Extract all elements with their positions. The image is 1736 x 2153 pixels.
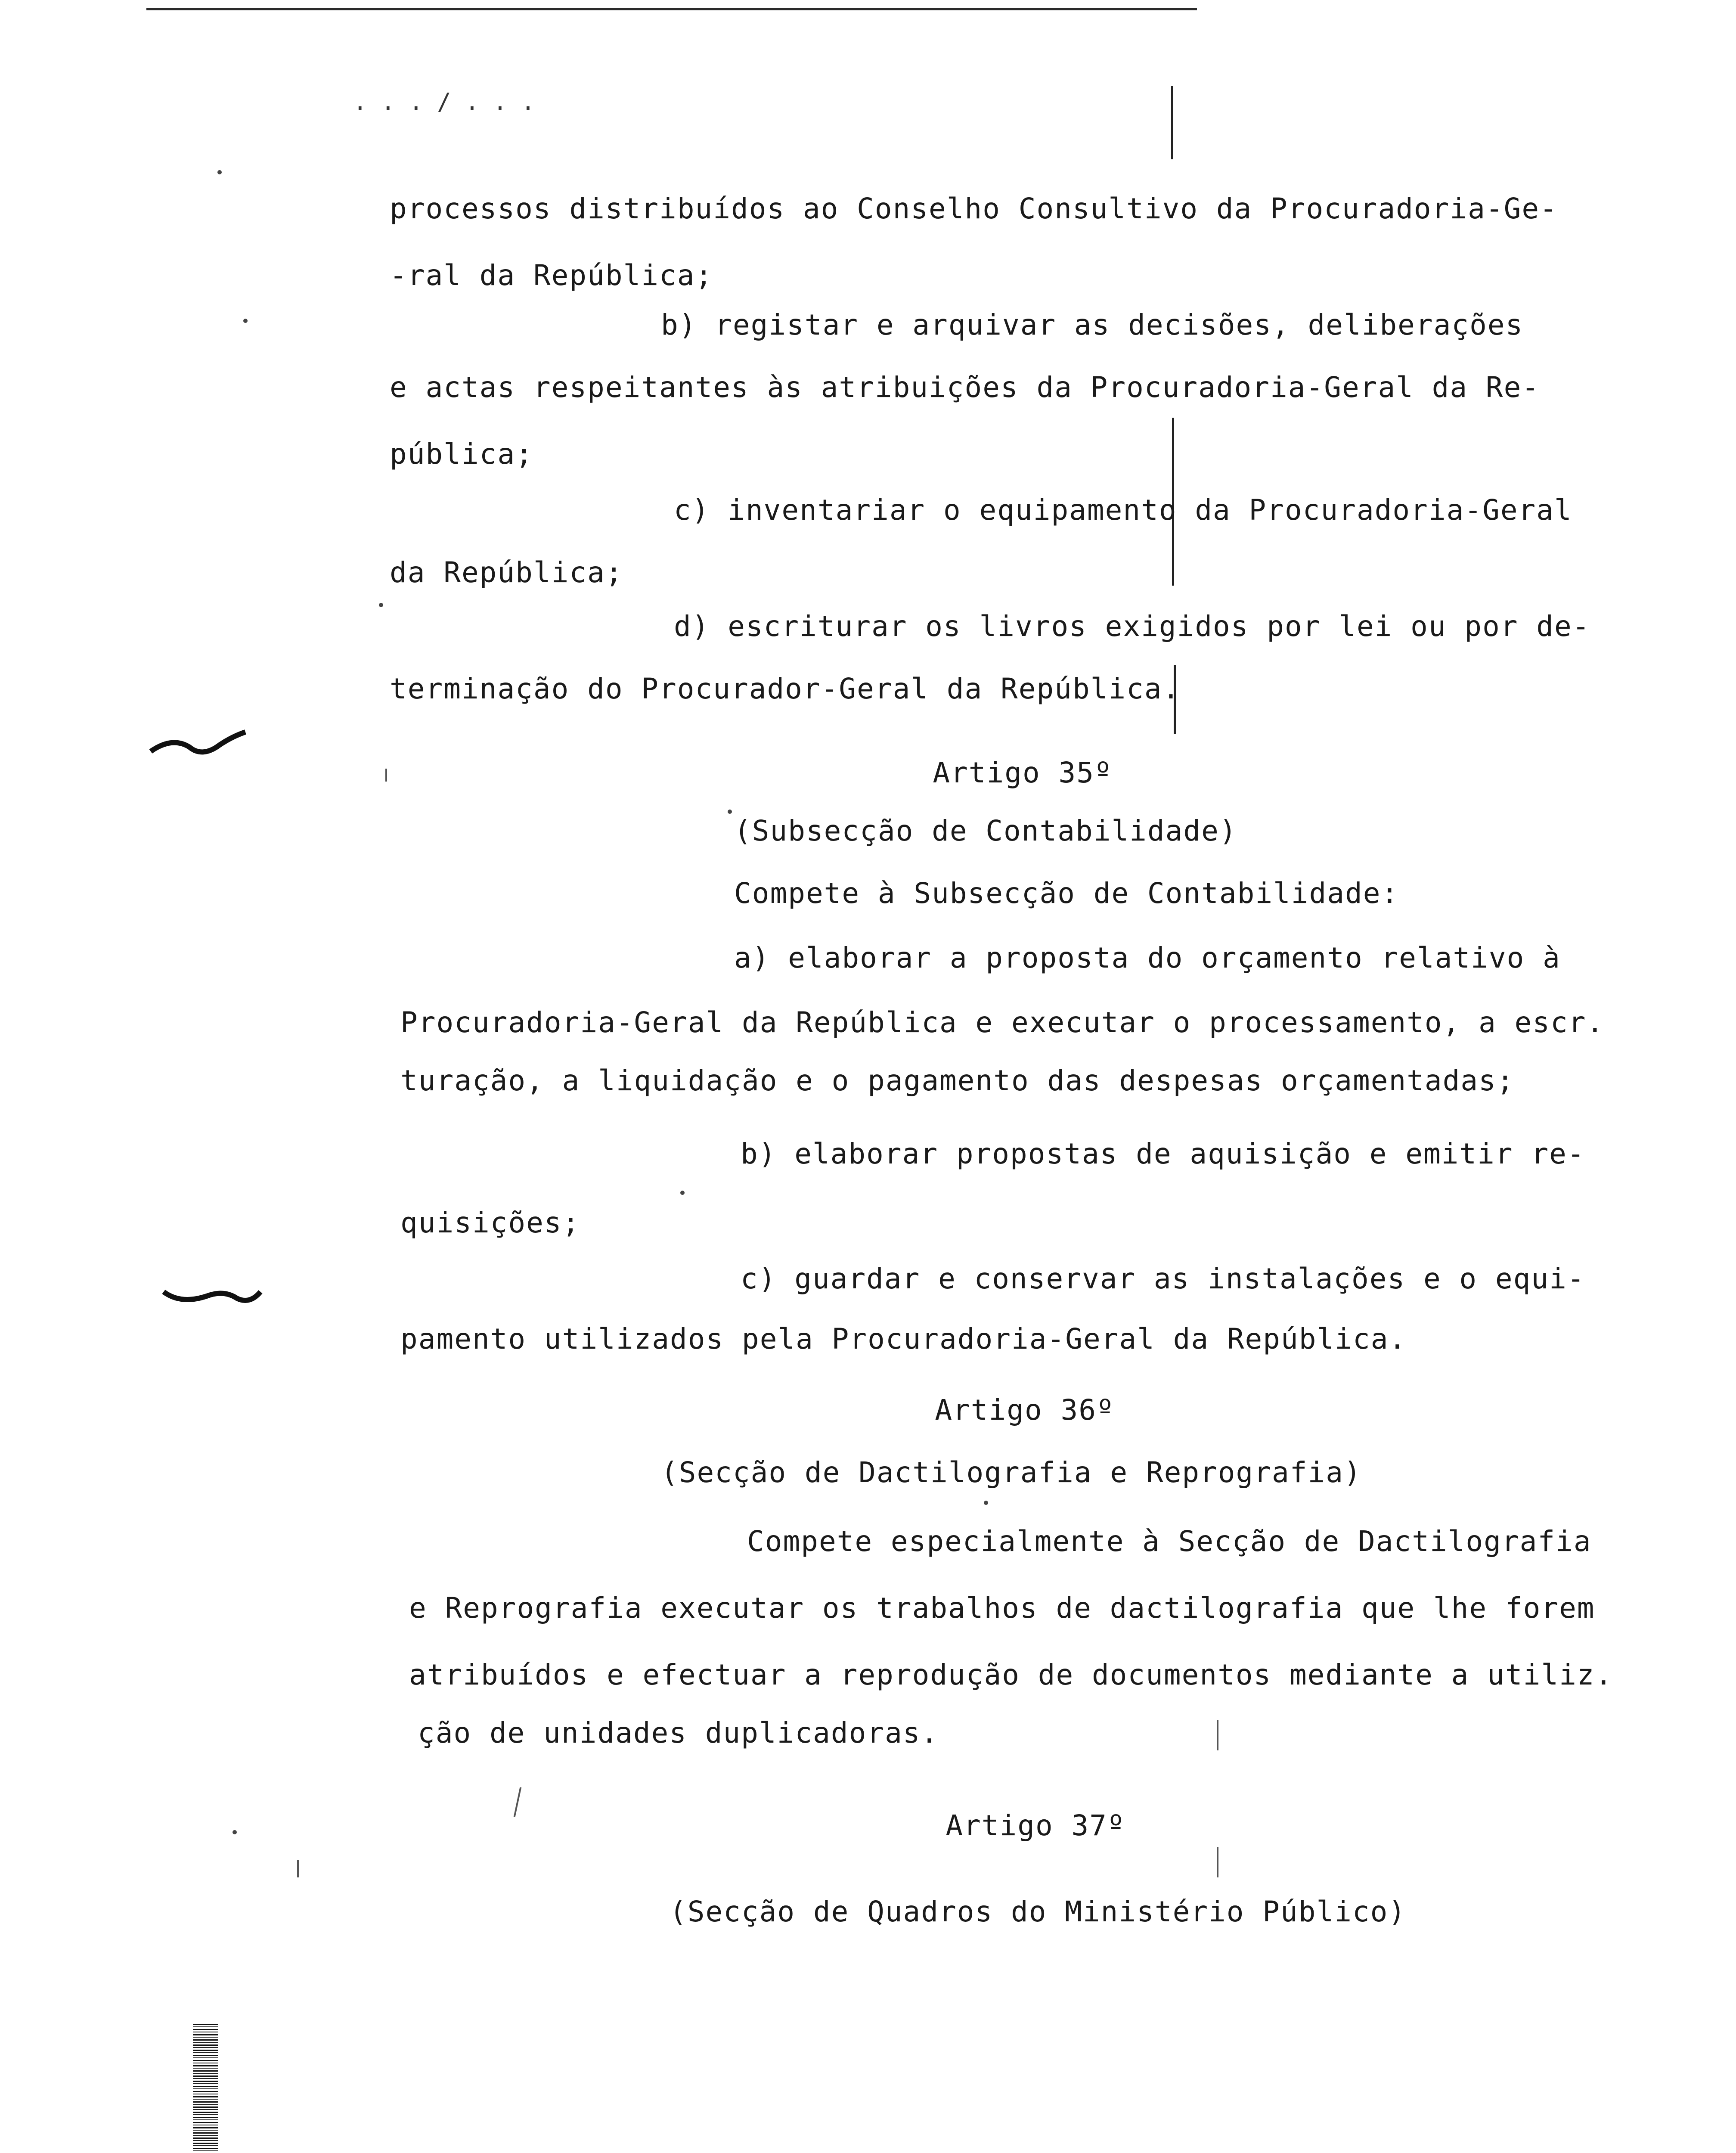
article-heading: Artigo 37º	[946, 1809, 1125, 1842]
article-heading: Artigo 35º	[933, 756, 1113, 789]
text-line: terminação do Procurador-Geral da República.	[390, 672, 1181, 705]
header-mark: . . . / . . .	[353, 88, 535, 115]
text-line: quisições;	[400, 1206, 580, 1239]
scan-speck	[379, 603, 383, 607]
binding-mark-icon	[159, 1275, 263, 1313]
scan-speck	[984, 1501, 988, 1505]
text-line: da República;	[390, 556, 623, 589]
scan-speck	[728, 810, 732, 814]
text-line: Procuradoria-Geral da República e executar o processamento, a escr.	[400, 1006, 1605, 1039]
binding-mark-icon	[146, 728, 250, 766]
edge-barcode	[193, 2024, 218, 2153]
top-edge-rule	[146, 8, 1197, 10]
scan-tick	[514, 1787, 521, 1817]
text-line: processos distribuídos ao Conselho Consultivo da Procuradoria-Ge-	[390, 192, 1558, 225]
scan-tick	[385, 769, 387, 782]
text-line: Compete à Subsecção de Contabilidade:	[734, 877, 1399, 910]
margin-vertical-line	[1171, 86, 1173, 159]
text-line: pública;	[390, 437, 533, 471]
text-line: ção de unidades duplicadoras.	[418, 1716, 939, 1750]
text-line: b) elaborar propostas de aquisição e emitir re-	[741, 1137, 1585, 1170]
text-line: d) escriturar os livros exigidos por lei ou por de-	[674, 610, 1590, 643]
text-line: turação, a liquidação e o pagamento das despesas orçamentadas;	[400, 1064, 1515, 1097]
scan-speck	[243, 319, 248, 323]
section-subtitle: (Subsecção de Contabilidade)	[734, 814, 1237, 847]
text-line: pamento utilizados pela Procuradoria-Geral da República.	[400, 1322, 1407, 1356]
text-line: e Reprografia executar os trabalhos de dactilografia que lhe forem	[409, 1591, 1595, 1625]
text-line: atribuídos e efectuar a reprodução de documentos mediante a utiliz.	[409, 1658, 1613, 1691]
text-line: Compete especialmente à Secção de Dactilografia	[747, 1525, 1592, 1558]
text-line: b) registar e arquivar as decisões, deliberações	[661, 308, 1524, 341]
text-line: c) inventariar o equipamento da Procuradoria-Geral	[674, 493, 1572, 527]
scan-speck	[680, 1191, 685, 1195]
text-line: e actas respeitantes às atribuições da Procuradoria-Geral da Re-	[390, 371, 1540, 404]
text-line: c) guardar e conservar as instalações e o equi-	[741, 1262, 1585, 1295]
scan-tick	[1217, 1720, 1218, 1750]
text-line: -ral da República;	[390, 259, 713, 292]
scan-speck	[232, 1830, 237, 1834]
text-line: a) elaborar a proposta do orçamento relativo à	[734, 941, 1561, 974]
section-subtitle: (Secção de Dactilografia e Reprografia)	[661, 1456, 1362, 1489]
article-heading: Artigo 36º	[935, 1393, 1115, 1427]
scan-tick	[297, 1860, 299, 1877]
section-subtitle: (Secção de Quadros do Ministério Público)	[670, 1895, 1407, 1928]
scan-tick	[1217, 1847, 1218, 1877]
scan-speck	[217, 170, 222, 174]
